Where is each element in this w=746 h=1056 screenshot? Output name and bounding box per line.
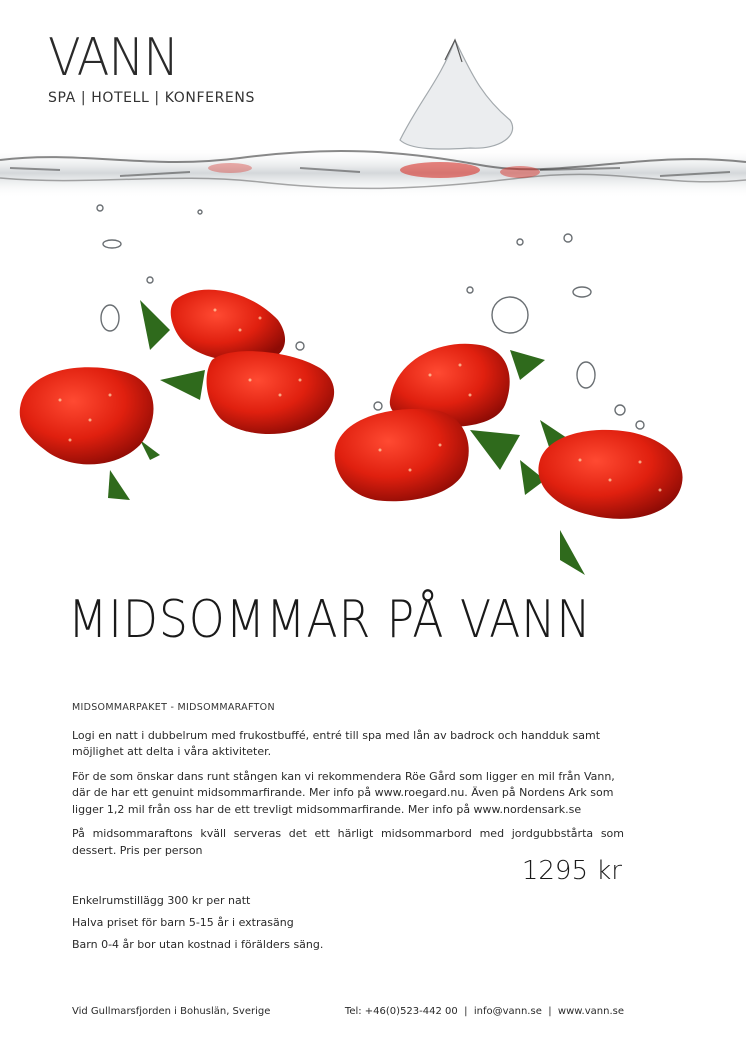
package-paragraph-1: Logi en natt i dubbelrum med frukostbuffé, entré till spa med lån av badrock och handduk samt möjlighet att delta i våra aktiviteter. bbox=[72, 728, 601, 758]
brand-tagline: SPA | HOTELL | KONFERENS bbox=[48, 90, 255, 106]
package-price: 1295 kr bbox=[521, 856, 622, 886]
extra-item: Enkelrumstillägg 300 kr per natt bbox=[72, 894, 251, 907]
package-extras bbox=[72, 894, 323, 960]
footer-location: Vid Gullmarsfjorden i Bohuslän, Sverige bbox=[72, 1006, 271, 1017]
extra-item: Barn 0-4 år bor utan kostnad i förälders säng. bbox=[72, 938, 324, 951]
extra-item: Halva priset för barn 5-15 år i extrasäng bbox=[72, 916, 294, 929]
package-heading: MIDSOMMARPAKET - MIDSOMMARAFTON bbox=[72, 702, 275, 713]
brand-name: VANN bbox=[48, 28, 179, 88]
package-paragraph-3: På midsommaraftons kväll serveras det ett härligt midsommarbord med jordgubbstårta som dessert. Pris per person bbox=[72, 827, 624, 857]
footer-contact: Tel: +46(0)523-442 00 | info@vann.se | www.vann.se bbox=[344, 1006, 624, 1017]
package-paragraph-2: För de som önskar dans runt stången kan vi rekommendera Röe Gård som ligger en mil från Vann, där de har ett genuint midsommarfirande. Mer info på www.roegard.nu. Även på Nordens Ark som ligger 1,2 mil från oss har de ett trevligt midsommarfirande. Mer info på www.nordensark.se bbox=[72, 769, 615, 816]
page-headline: MIDSOMMAR PÅ VANN bbox=[68, 590, 592, 650]
package-description bbox=[72, 700, 624, 867]
page-footer bbox=[72, 1006, 624, 1017]
brand-logo bbox=[48, 28, 255, 106]
